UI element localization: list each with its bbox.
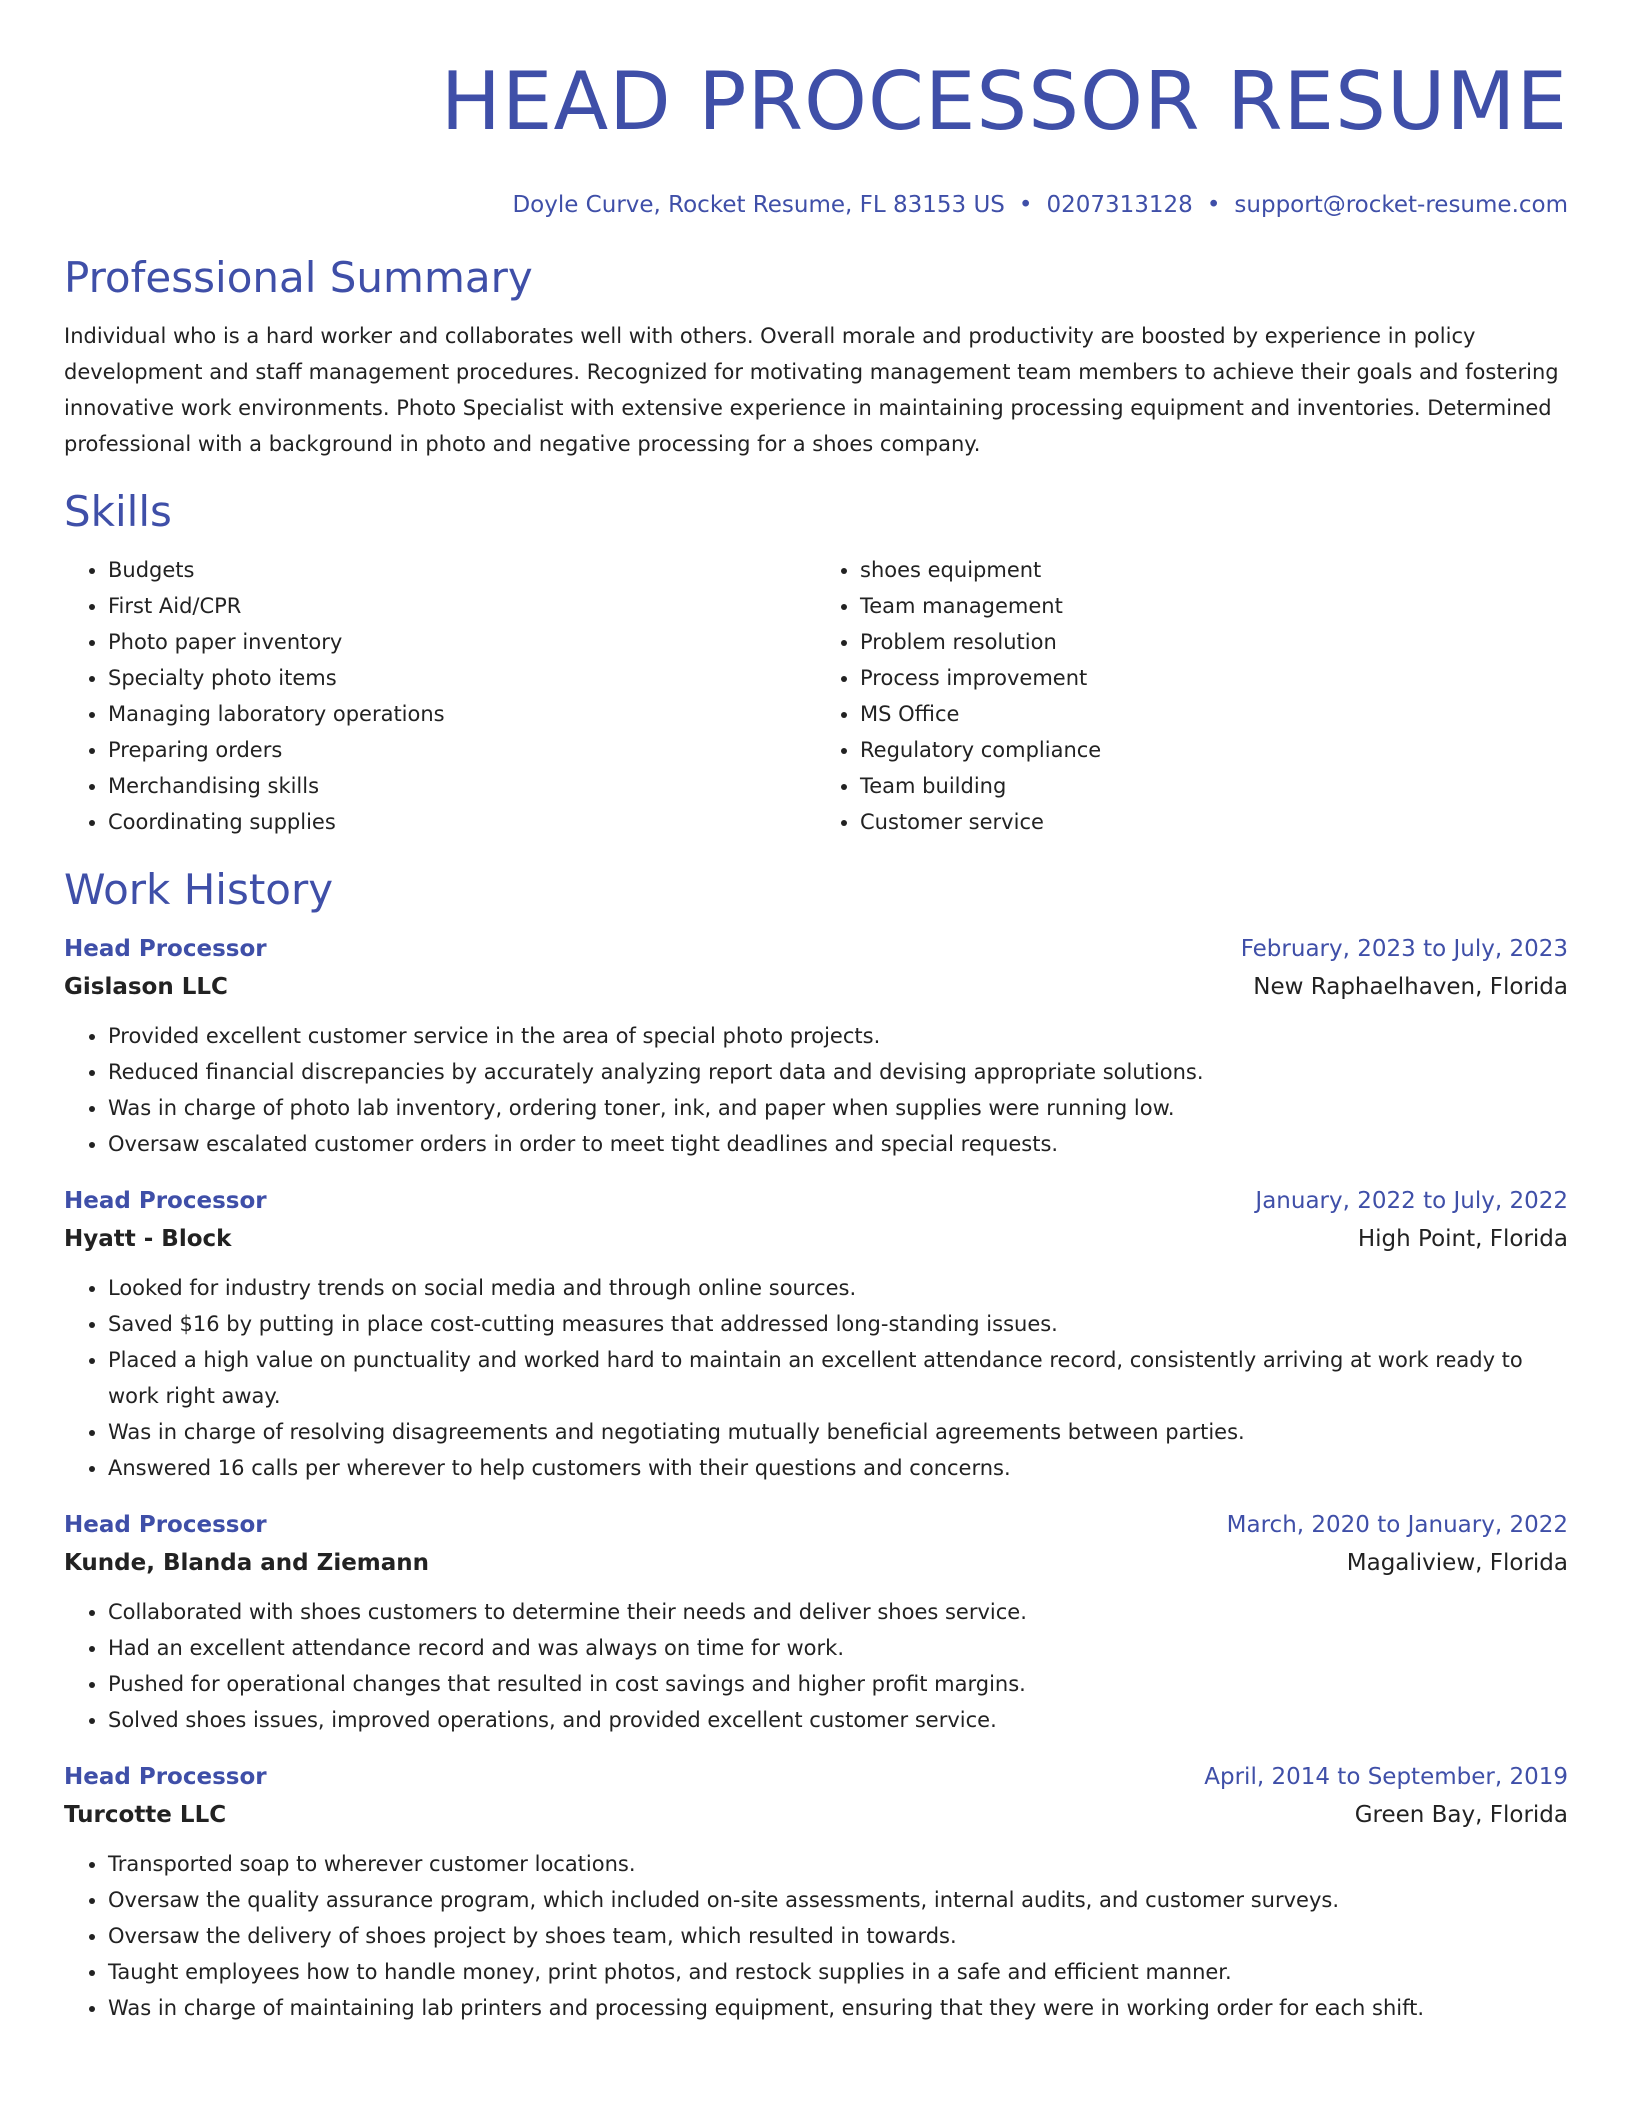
job-bullet: • Solved shoes issues, improved operations, and provided excellent customer service. — [108, 1702, 1568, 1738]
job-bullet: • Was in charge of maintaining lab printers and processing equipment, ensuring that they were in working order for each shift. — [108, 1990, 1568, 2026]
job-bullet: • Was in charge of resolving disagreements and negotiating mutually beneficial agreements between parties. — [108, 1414, 1568, 1450]
job-location: High Point, Florida — [1357, 1226, 1568, 1252]
job-bullet: • Had an excellent attendance record and was always on time for work. — [108, 1630, 1568, 1666]
contact-phone: 0207313128 — [1046, 192, 1193, 218]
job-role: Head Processor — [64, 1512, 267, 1538]
job-bullet: • Was in charge of photo lab inventory, ordering toner, ink, and paper when supplies were running low. — [108, 1090, 1568, 1126]
job-bullets — [64, 1594, 1568, 1738]
job-entry — [64, 1758, 1568, 2026]
job-bullet: • Provided excellent customer service in the area of special photo projects. — [108, 1018, 1568, 1054]
skill-item: • Preparing orders — [108, 732, 816, 768]
job-role: Head Processor — [64, 936, 267, 962]
job-bullet: • Oversaw the quality assurance program, which included on-site assessments, internal audits, and customer surveys. — [108, 1882, 1568, 1918]
skills-columns — [64, 552, 1568, 840]
work-history-heading: Work History — [64, 865, 334, 914]
job-role: Head Processor — [64, 1188, 267, 1214]
contact-separator: • — [1018, 192, 1033, 218]
job-bullets — [64, 1846, 1568, 2026]
job-location: New Raphaelhaven, Florida — [1253, 974, 1568, 1000]
job-company: Hyatt - Block — [64, 1226, 232, 1252]
summary-text: Individual who is a hard worker and collaborates well with others. Overall morale and productivity are boosted by experience in policy development and staff management procedures. Recognized for motivating management team members to achieve their goals and fostering innovative work environments. Photo Specialist with extensive experience in maintaining processing equipment and inventories. Determined professional with a background in photo and negative processing for a shoes company. — [64, 324, 1559, 456]
job-bullets — [64, 1270, 1568, 1486]
job-header-row — [64, 1182, 1568, 1220]
job-bullet: • Oversaw escalated customer orders in order to meet tight deadlines and special requests. — [108, 1126, 1568, 1162]
job-role: Head Processor — [64, 1764, 267, 1790]
job-company: Kunde, Blanda and Ziemann — [64, 1550, 430, 1576]
job-bullet: • Saved $16 by putting in place cost-cutting measures that addressed long-standing issues. — [108, 1306, 1568, 1342]
job-company-row — [64, 1796, 1568, 1834]
summary-heading: Professional Summary — [64, 253, 533, 302]
job-dates: February, 2023 to July, 2023 — [1240, 936, 1568, 962]
skill-item: • Photo paper inventory — [108, 624, 816, 660]
job-company-row — [64, 968, 1568, 1006]
contact-line — [64, 190, 1568, 220]
job-company: Turcotte LLC — [64, 1802, 227, 1828]
job-dates: April, 2014 to September, 2019 — [1204, 1764, 1568, 1790]
job-bullet: • Oversaw the delivery of shoes project by shoes team, which resulted in towards. — [108, 1918, 1568, 1954]
job-bullet: • Pushed for operational changes that resulted in cost savings and higher profit margins. — [108, 1666, 1568, 1702]
job-bullet: • Reduced financial discrepancies by accurately analyzing report data and devising appropriate solutions. — [108, 1054, 1568, 1090]
job-bullet: • Taught employees how to handle money, print photos, and restock supplies in a safe and efficient manner. — [108, 1954, 1568, 1990]
skills-heading: Skills — [64, 487, 172, 536]
skills-right-list — [816, 552, 1568, 840]
skill-item: • Specialty photo items — [108, 660, 816, 696]
job-company: Gislason LLC — [64, 974, 228, 1000]
job-bullet: • Answered 16 calls per wherever to help customers with their questions and concerns. — [108, 1450, 1568, 1486]
skill-item: • Team building — [860, 768, 1568, 804]
skill-item: • Regulatory compliance — [860, 732, 1568, 768]
job-company-row — [64, 1220, 1568, 1258]
skill-item: • Problem resolution — [860, 624, 1568, 660]
job-header-row — [64, 1506, 1568, 1544]
job-bullets — [64, 1018, 1568, 1162]
job-entry — [64, 930, 1568, 1162]
job-bullet: • Placed a high value on punctuality and worked hard to maintain an excellent attendance record, consistently arriving at work ready to work right away. — [108, 1342, 1568, 1414]
job-entry — [64, 1182, 1568, 1486]
job-company-row — [64, 1544, 1568, 1582]
contact-email: support@rocket-resume.com — [1234, 192, 1568, 218]
skill-item: • Customer service — [860, 804, 1568, 840]
skill-item: • shoes equipment — [860, 552, 1568, 588]
job-dates: January, 2022 to July, 2022 — [1255, 1188, 1568, 1214]
skills-left-list — [64, 552, 816, 840]
work-history-list — [64, 930, 1568, 2026]
skill-item: • First Aid/CPR — [108, 588, 816, 624]
job-bullet: • Transported soap to wherever customer locations. — [108, 1846, 1568, 1882]
skill-item: • MS Office — [860, 696, 1568, 732]
contact-separator: • — [1206, 192, 1221, 218]
skill-item: • Merchandising skills — [108, 768, 816, 804]
skill-item: • Managing laboratory operations — [108, 696, 816, 732]
job-dates: March, 2020 to January, 2022 — [1226, 1512, 1568, 1538]
job-entry — [64, 1506, 1568, 1738]
contact-address: Doyle Curve, Rocket Resume, FL 83153 US — [512, 192, 1005, 218]
job-bullet: • Looked for industry trends on social media and through online sources. — [108, 1270, 1568, 1306]
job-location: Green Bay, Florida — [1354, 1802, 1568, 1828]
job-header-row — [64, 1758, 1568, 1796]
skill-item: • Team management — [860, 588, 1568, 624]
job-header-row — [64, 930, 1568, 968]
job-bullet: • Collaborated with shoes customers to determine their needs and deliver shoes service. — [108, 1594, 1568, 1630]
resume-title: HEAD PROCESSOR RESUME — [440, 55, 1568, 148]
skill-item: • Coordinating supplies — [108, 804, 816, 840]
skill-item: • Process improvement — [860, 660, 1568, 696]
job-location: Magaliview, Florida — [1346, 1550, 1568, 1576]
skill-item: • Budgets — [108, 552, 816, 588]
